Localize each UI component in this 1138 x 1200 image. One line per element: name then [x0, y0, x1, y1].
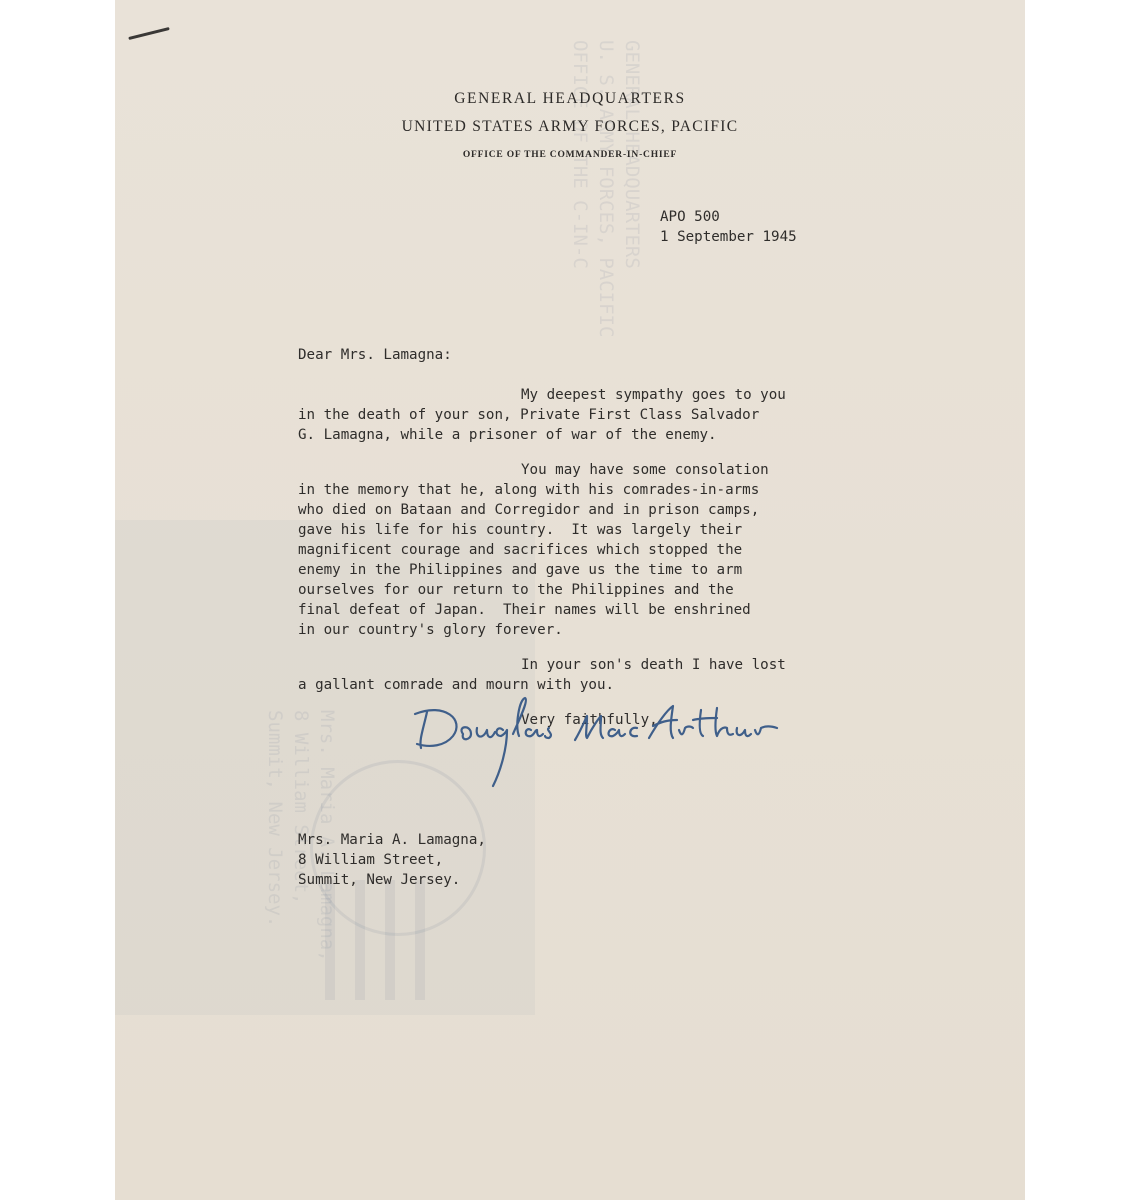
- ghost-cancel-bar: [355, 880, 365, 1000]
- ghost-cancel-bar: [385, 880, 395, 1000]
- body-line: In your son's death I have lost: [521, 657, 786, 673]
- body-line: who died on Bataan and Corregidor and in prison camps,: [298, 502, 760, 518]
- staple-mark: [128, 27, 169, 40]
- letter-paper: [115, 0, 1025, 1200]
- ghost-address-text: Mrs. Maria A. Lamagna, 8 William Street, Summit, New Jersey.: [264, 710, 338, 962]
- body-line: gave his life for his country. It was largely their: [298, 522, 743, 538]
- ghost-cancel-bar: [325, 880, 335, 1000]
- salutation: Dear Mrs. Lamagna:: [298, 347, 452, 363]
- signature: [405, 690, 825, 790]
- body-line: You may have some consolation: [521, 462, 769, 478]
- body-line: in the death of your son, Private First Class Salvador: [298, 407, 760, 423]
- body-line: enemy in the Philippines and gave us the time to arm: [298, 562, 743, 578]
- ghost-cancel-bar: [415, 880, 425, 1000]
- body-line: a gallant comrade and mourn with you.: [298, 677, 615, 693]
- body-line: magnificent courage and sacrifices which stopped the: [298, 542, 743, 558]
- recipient-name: Mrs. Maria A. Lamagna,: [298, 832, 486, 848]
- body-line: final defeat of Japan. Their names will be enshrined: [298, 602, 751, 618]
- recipient-street: 8 William Street,: [298, 852, 444, 868]
- letterhead-line-1: GENERAL HEADQUARTERS: [454, 90, 686, 107]
- date-line: 1 September 1945: [660, 229, 797, 245]
- apo-line: APO 500: [660, 209, 720, 225]
- body-line: G. Lamagna, while a prisoner of war of the enemy.: [298, 427, 717, 443]
- letterhead-line-2: UNITED STATES ARMY FORCES, PACIFIC: [401, 118, 739, 135]
- ghost-letterhead-text: GENERAL HEADQUARTERS U. S. ARMY FORCES, PACIFIC OFFICE OF THE C-IN-C: [569, 40, 643, 338]
- letterhead-line-3: OFFICE OF THE COMMANDER-IN-CHIEF: [462, 150, 678, 160]
- body-line: in our country's glory forever.: [298, 622, 563, 638]
- recipient-city: Summit, New Jersey.: [298, 872, 461, 888]
- body-line: My deepest sympathy goes to you: [521, 387, 786, 403]
- body-line: in the memory that he, along with his comrades-in-arms: [298, 482, 760, 498]
- body-line: ourselves for our return to the Philippines and the: [298, 582, 734, 598]
- closing: Very faithfully,: [521, 712, 658, 728]
